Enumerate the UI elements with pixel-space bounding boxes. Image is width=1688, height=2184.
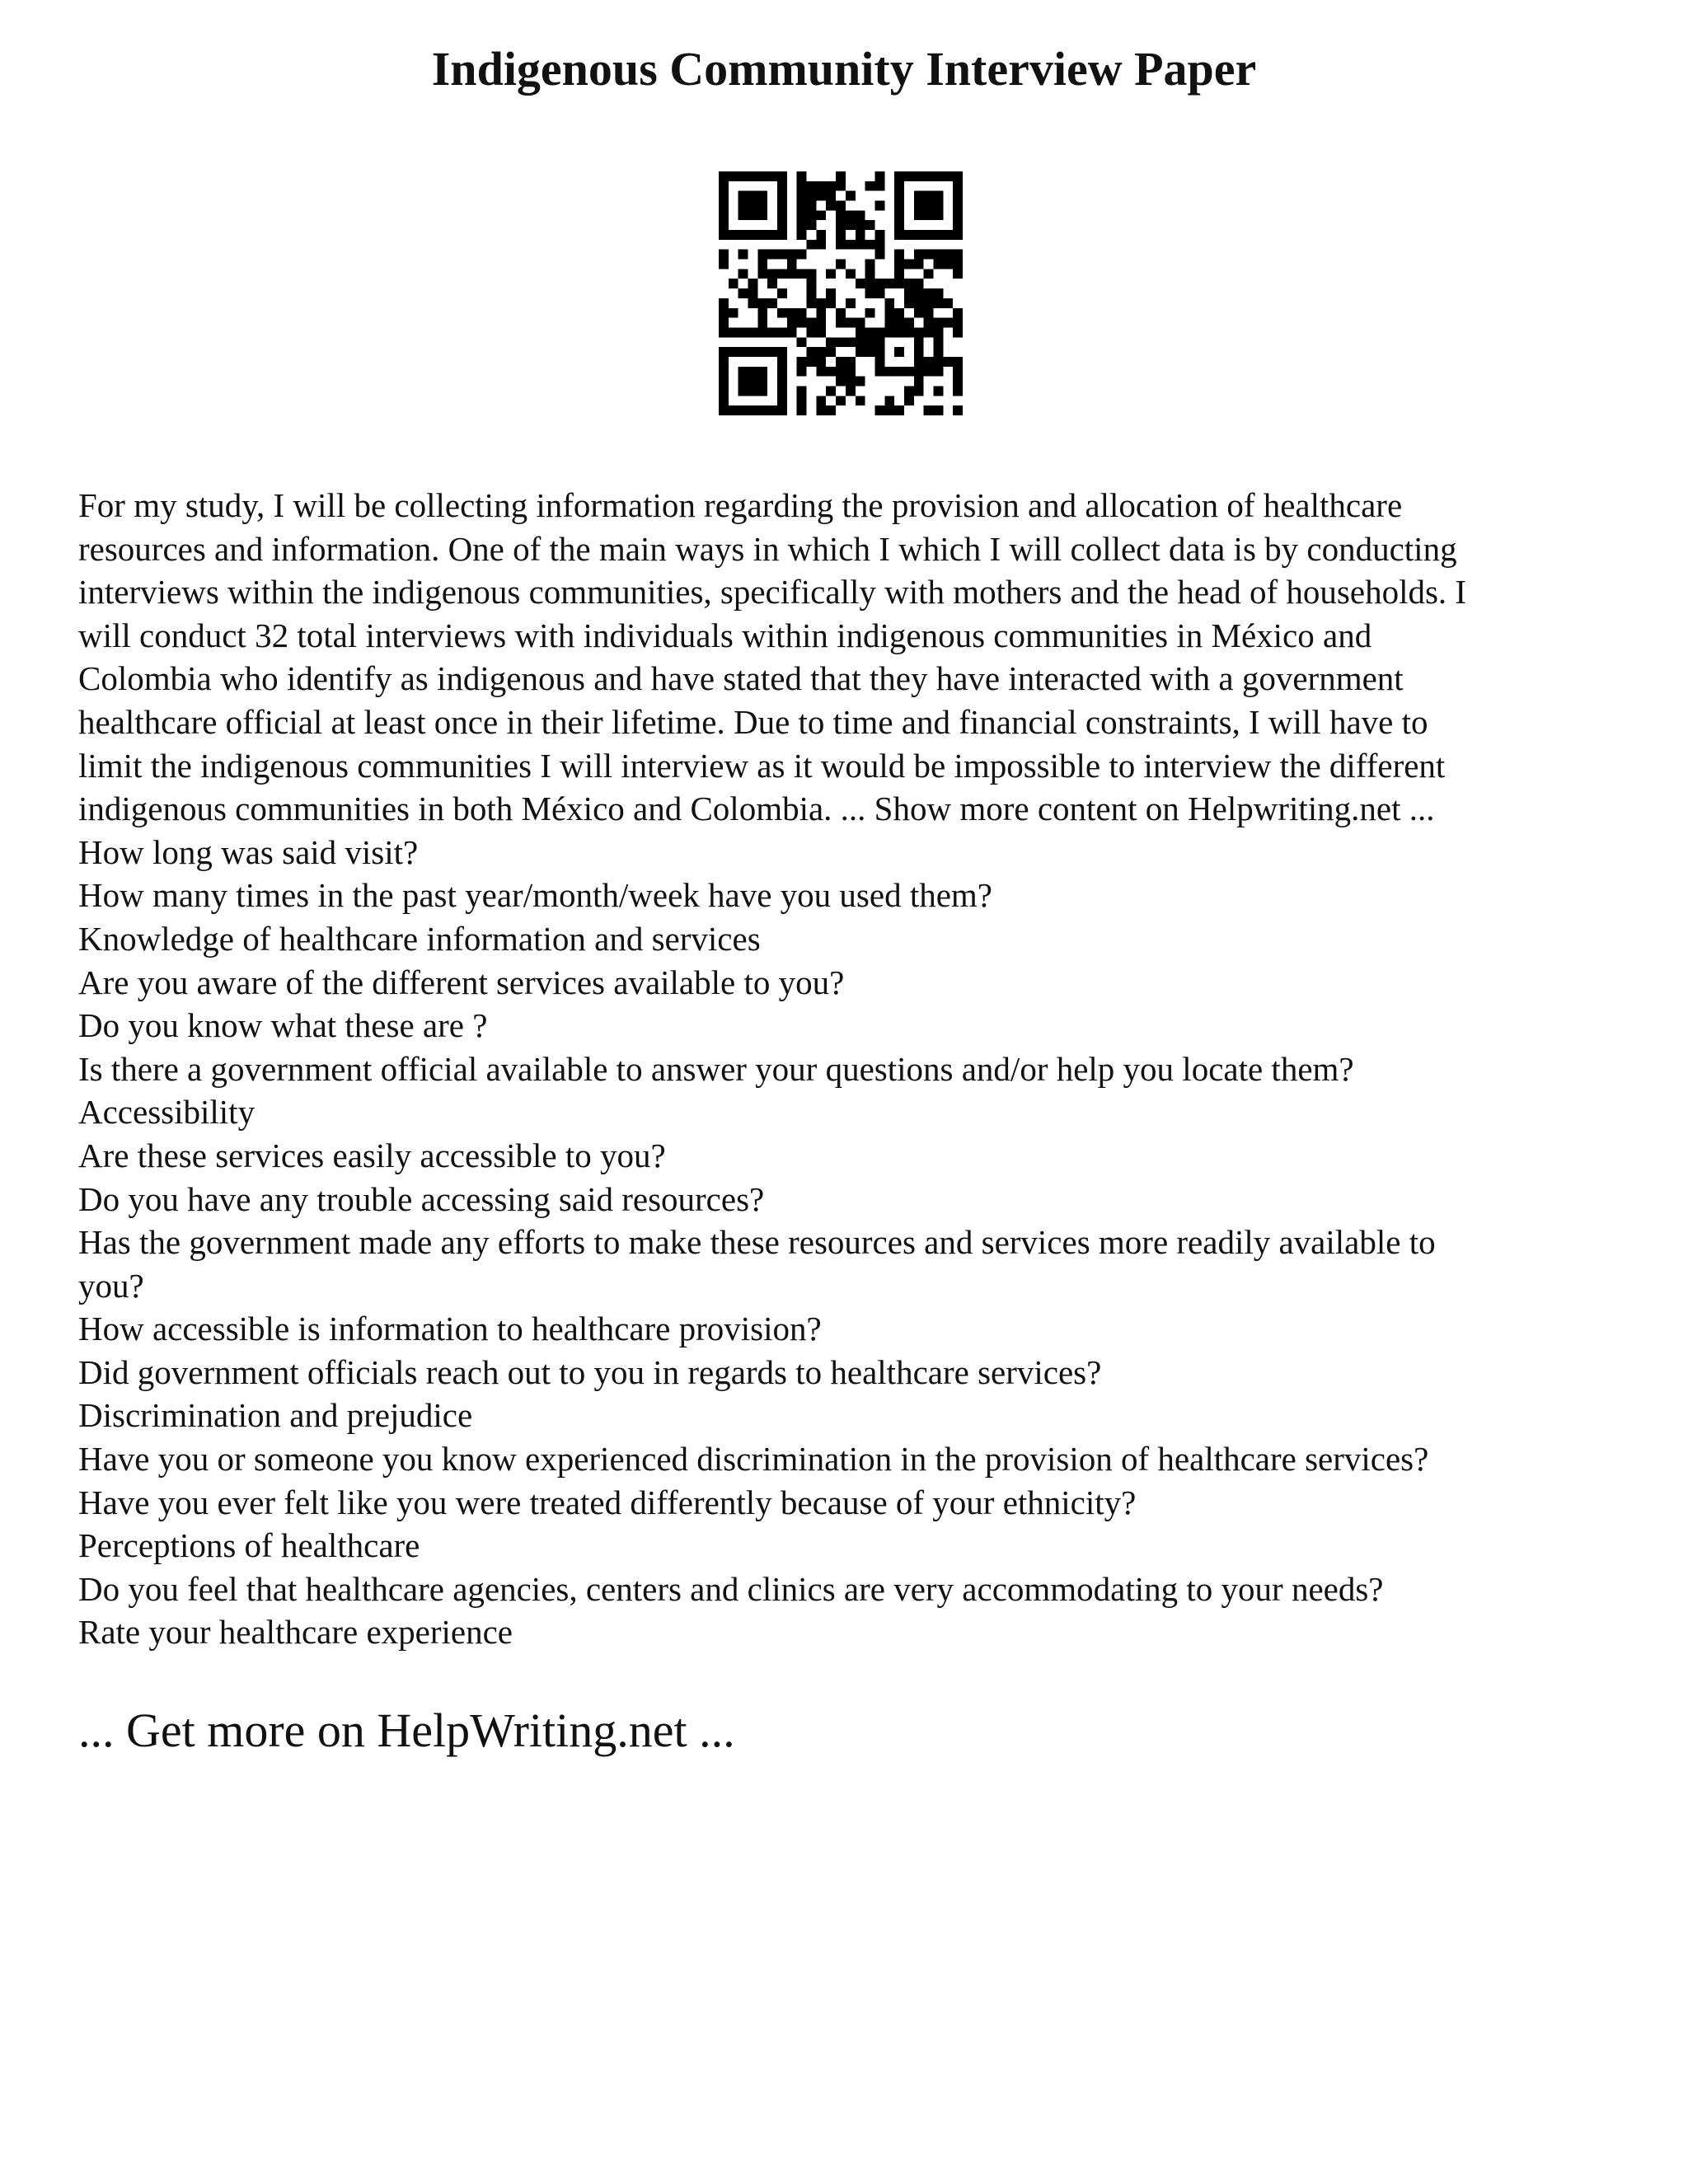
- page-title: Indigenous Community Interview Paper: [431, 42, 1257, 96]
- question-line: How many times in the past year/month/week have you used them?: [78, 876, 993, 915]
- question-list: [78, 831, 1628, 1654]
- section-heading-knowledge: Knowledge of healthcare information and services: [78, 919, 761, 958]
- question-line: Is there a government official available to answer your questions and/or help you locate them?: [78, 1049, 1354, 1088]
- intro-line: For my study, I will be collecting information regarding the provision and allocation of healthcare: [78, 486, 1403, 524]
- question-line: Did government officials reach out to you in regards to healthcare services?: [78, 1352, 1102, 1391]
- intro-line: will conduct 32 total interviews with individuals within indigenous communities in México and: [78, 616, 1372, 654]
- question-line: Are you aware of the different services available to you?: [78, 963, 845, 1001]
- question-line: Do you feel that healthcare agencies, centers and clinics are very accommodating to your needs?: [78, 1569, 1384, 1608]
- intro-line: healthcare official at least once in their lifetime. Due to time and financial constraints, I will have to: [78, 702, 1428, 741]
- question-line: Has the government made any efforts to make these resources and services more readily available to: [78, 1223, 1436, 1262]
- section-heading-accessibility: Accessibility: [78, 1093, 256, 1132]
- intro-line: Colombia who identify as indigenous and have stated that they have interacted with a government: [78, 659, 1404, 698]
- question-line: you?: [78, 1266, 144, 1305]
- question-line: Are these services easily accessible to you?: [78, 1136, 666, 1174]
- intro-line: resources and information. One of the main ways in which I which I will collect data is by conducting: [78, 529, 1457, 568]
- question-line: How long was said visit?: [78, 832, 419, 871]
- question-line: Do you have any trouble accessing said resources?: [78, 1179, 765, 1218]
- intro-line: limit the indigenous communities I will interview as it would be impossible to interview the different: [78, 746, 1446, 785]
- document-body: [78, 484, 1628, 1654]
- section-heading-discrimination: Discrimination and prejudice: [78, 1396, 473, 1435]
- question-line: How accessible is information to healthcare provision?: [78, 1310, 822, 1348]
- intro-line-with-link: indigenous communities in both México and Colombia. ... Show more content on Helpwriting.net ...: [78, 790, 1435, 828]
- intro-line: interviews within the indigenous communities, specifically with mothers and the head of households. I: [78, 573, 1467, 612]
- question-line: Rate your healthcare experience: [78, 1613, 513, 1652]
- question-line: Have you or someone you know experienced discrimination in the provision of healthcare services?: [78, 1440, 1429, 1479]
- question-line: Do you know what these are ?: [78, 1006, 488, 1045]
- question-line: Have you ever felt like you were treated differently because of your ethnicity?: [78, 1483, 1137, 1521]
- qr-code-icon: [719, 171, 963, 415]
- qr-code-graphic: [719, 171, 963, 415]
- intro-paragraph: [78, 484, 1628, 831]
- section-heading-perceptions: Perceptions of healthcare: [78, 1526, 420, 1565]
- get-more-link[interactable]: ... Get more on HelpWriting.net ...: [78, 1704, 735, 1757]
